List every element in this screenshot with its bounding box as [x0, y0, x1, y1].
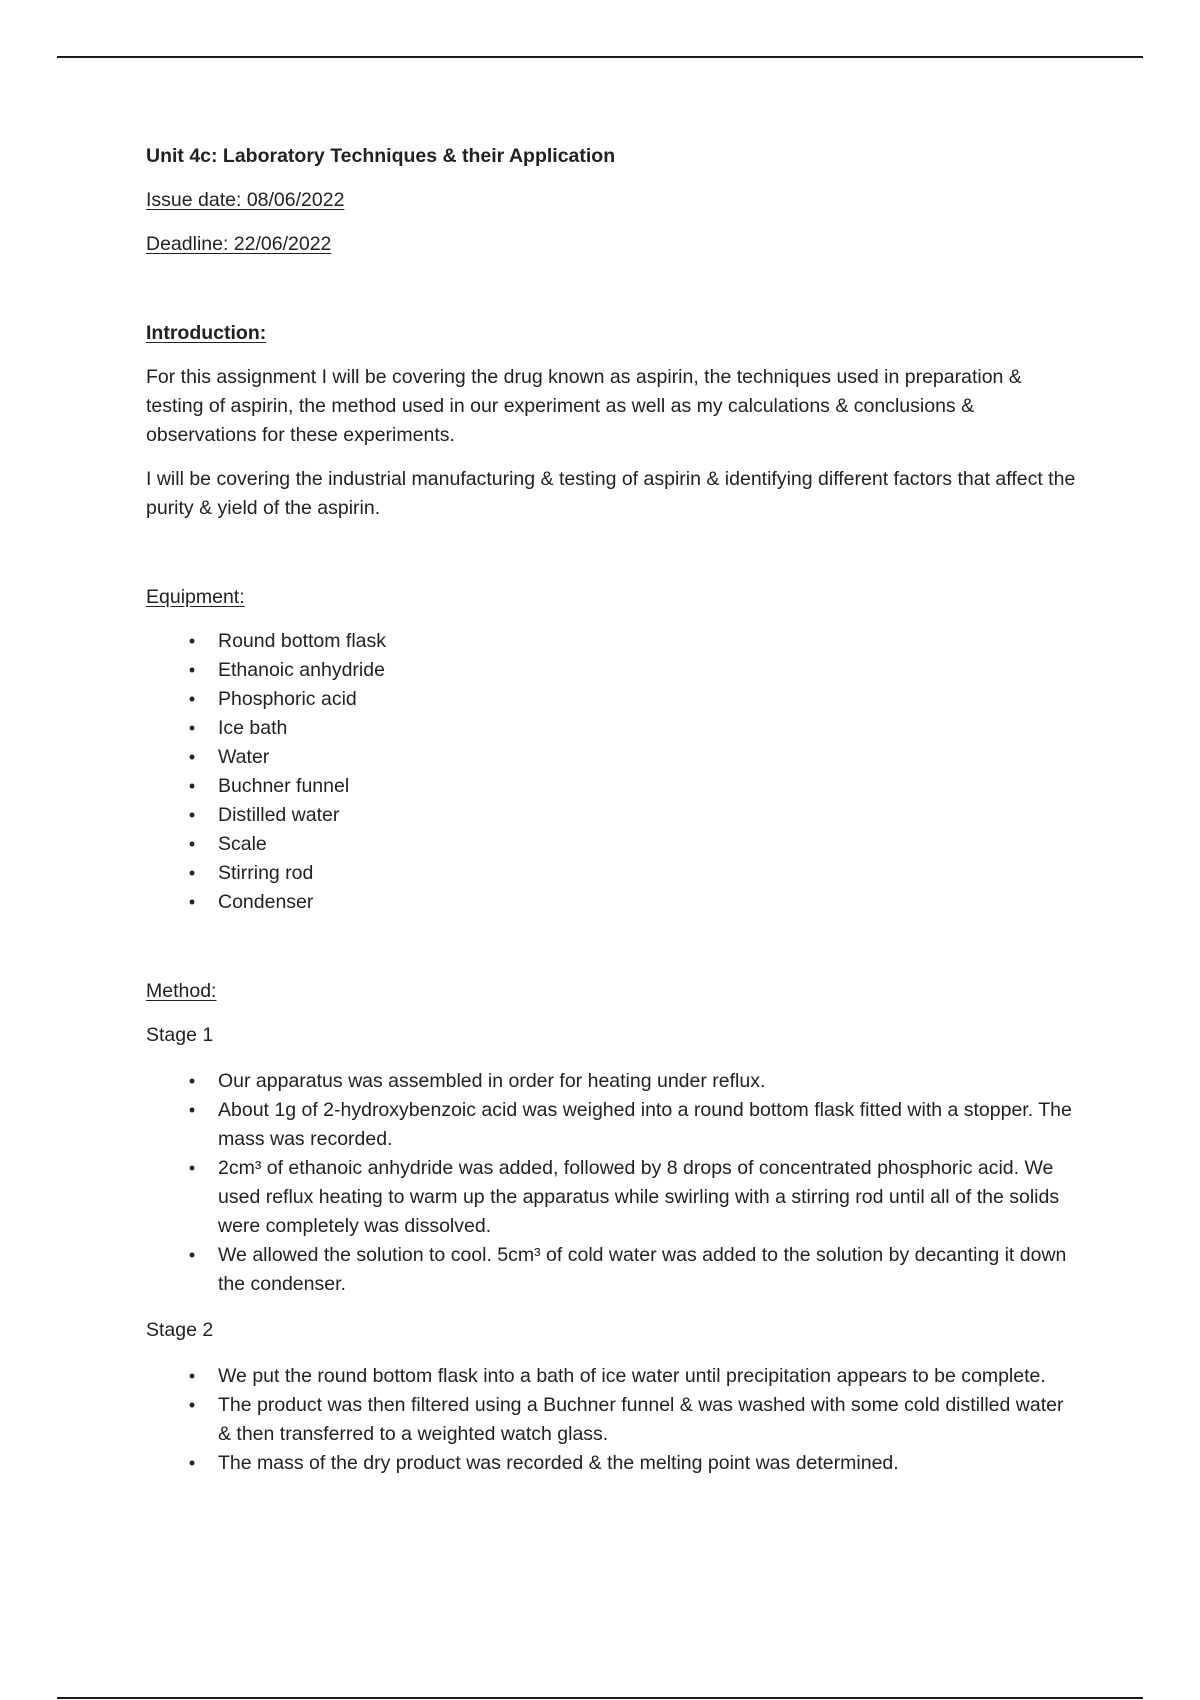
deadline	[146, 230, 1076, 259]
list-item: • Scale	[146, 830, 1076, 859]
document-title: Unit 4c: Laboratory Techniques & their Application	[146, 145, 616, 167]
stage-2-label: Stage 2	[146, 1319, 214, 1341]
introduction-paragraph-1: For this assignment I will be covering the drug known as aspirin, the techniques used in preparation & testing of aspirin, the method used in our experiment as well as my calculations & conclusions & observations for these experiments.	[146, 366, 1022, 446]
list-item: • Ethanoic anhydride	[146, 656, 1076, 685]
list-item: • Our apparatus was assembled in order for heating under reflux.	[146, 1067, 1076, 1096]
bullet-icon: •	[188, 1158, 196, 1178]
equipment-heading: Equipment:	[146, 586, 245, 608]
bullet-icon: •	[188, 776, 196, 796]
bullet-icon: •	[188, 1366, 196, 1386]
bullet-icon: •	[188, 805, 196, 825]
header-rule	[57, 56, 1143, 58]
bullet-icon: •	[188, 660, 196, 680]
stage-1-list	[146, 1067, 1076, 1299]
bullet-icon: •	[188, 1100, 196, 1120]
list-item: • Stirring rod	[146, 859, 1076, 888]
bullet-icon: •	[188, 834, 196, 854]
issue-date-text: Issue date: 08/06/2022	[146, 189, 345, 211]
list-item: • The product was then filtered using a Buchner funnel & was washed with some cold distilled water & then transferred to a weighted watch glass.	[146, 1391, 1076, 1449]
bullet-icon: •	[188, 747, 196, 767]
bullet-icon: •	[188, 631, 196, 651]
list-item: • Round bottom flask	[146, 627, 1076, 656]
stage-1-label: Stage 1	[146, 1024, 214, 1046]
footer-rule	[57, 1697, 1143, 1699]
bullet-icon: •	[188, 1245, 196, 1265]
list-item: • We put the round bottom flask into a bath of ice water until precipitation appears to be complete.	[146, 1362, 1076, 1391]
stage-2-list	[146, 1362, 1076, 1478]
list-item: • About 1g of 2-hydroxybenzoic acid was weighed into a round bottom flask fitted with a stopper. The mass was recorded.	[146, 1096, 1076, 1154]
document-body	[146, 142, 1076, 1478]
bullet-icon: •	[188, 1453, 196, 1473]
list-item: • Phosphoric acid	[146, 685, 1076, 714]
list-item: • Buchner funnel	[146, 772, 1076, 801]
list-item: • Condenser	[146, 888, 1076, 917]
issue-date	[146, 186, 1076, 215]
bullet-icon: •	[188, 863, 196, 883]
deadline-text: Deadline: 22/06/2022	[146, 233, 332, 255]
list-item: • Distilled water	[146, 801, 1076, 830]
introduction-heading: Introduction:	[146, 322, 267, 344]
list-item: • 2cm³ of ethanoic anhydride was added, followed by 8 drops of concentrated phosphoric acid. We used reflux heating to warm up the apparatus while swirling with a stirring rod until all of the solids were completely was dissolved.	[146, 1154, 1076, 1241]
bullet-icon: •	[188, 1395, 196, 1415]
list-item: • The mass of the dry product was recorded & the melting point was determined.	[146, 1449, 1076, 1478]
list-item: • Water	[146, 743, 1076, 772]
bullet-icon: •	[188, 1071, 196, 1091]
bullet-icon: •	[188, 689, 196, 709]
list-item: • We allowed the solution to cool. 5cm³ of cold water was added to the solution by decanting it down the condenser.	[146, 1241, 1076, 1299]
equipment-list	[146, 627, 1076, 917]
bullet-icon: •	[188, 892, 196, 912]
list-item: • Ice bath	[146, 714, 1076, 743]
method-heading: Method:	[146, 980, 217, 1002]
introduction-paragraph-2: I will be covering the industrial manufacturing & testing of aspirin & identifying different factors that affect the purity & yield of the aspirin.	[146, 468, 1076, 519]
bullet-icon: •	[188, 718, 196, 738]
